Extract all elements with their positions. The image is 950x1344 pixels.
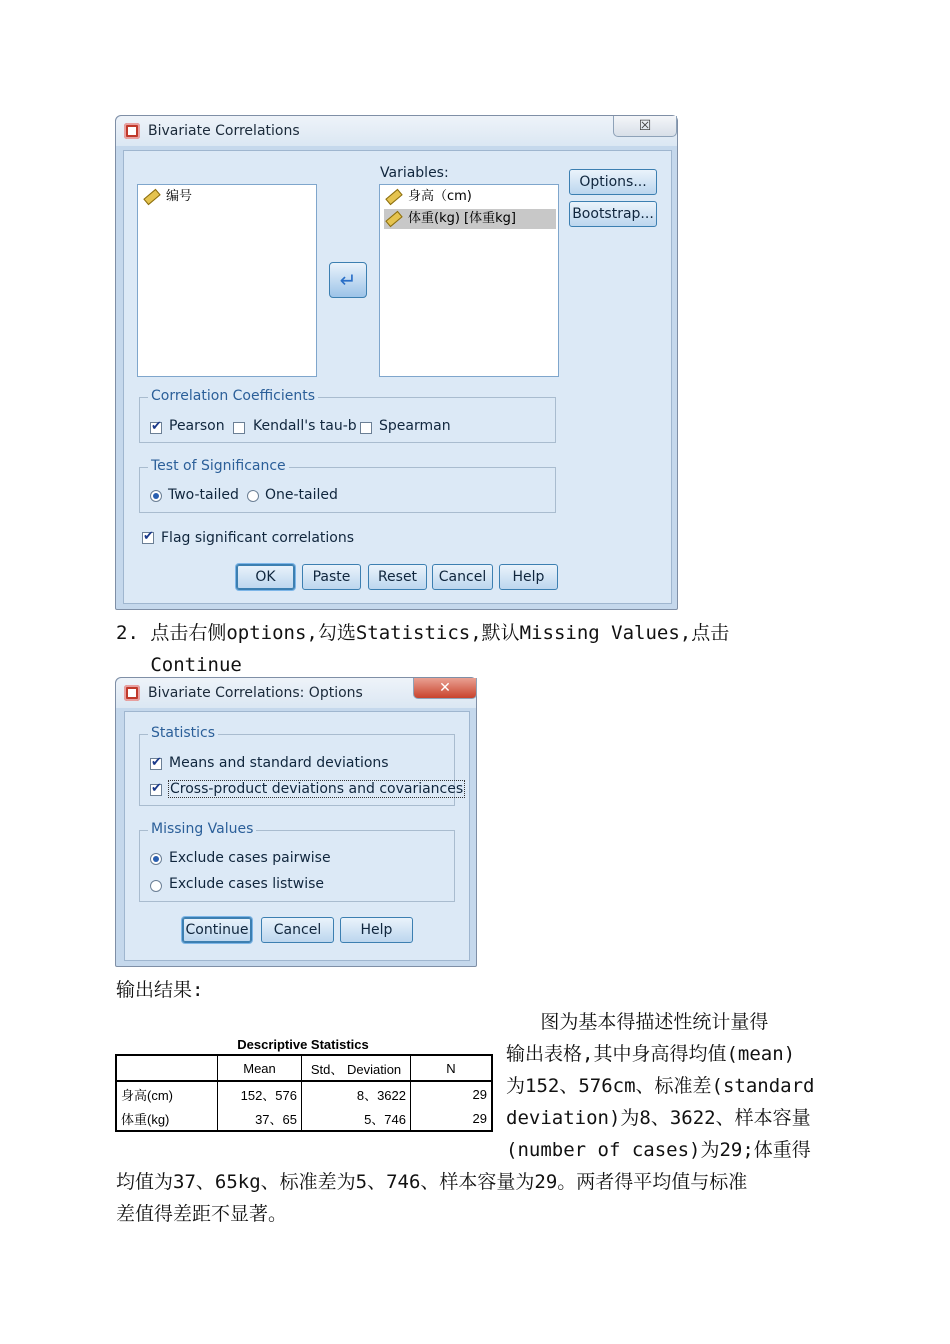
text-line: deviation)为8、3622、样本容量 xyxy=(506,1107,811,1129)
move-variable-button[interactable] xyxy=(329,262,367,298)
table-title: Descriptive Statistics xyxy=(237,1037,369,1052)
table-cell: 152、576 xyxy=(218,1081,302,1106)
dialog-titlebar xyxy=(116,116,677,146)
table-header-row xyxy=(116,1055,492,1081)
group-legend: Test of Significance xyxy=(148,458,289,474)
spearman-label: Spearman xyxy=(379,418,451,434)
dialog-title: Bivariate Correlations xyxy=(148,123,300,139)
ruler-icon xyxy=(143,188,160,204)
cross-product-label: Cross-product deviations and covariances xyxy=(170,781,464,797)
row-label: 体重(kg) xyxy=(116,1106,218,1131)
list-item[interactable] xyxy=(144,187,192,207)
list-item-selected[interactable] xyxy=(384,209,556,229)
group-legend: Statistics xyxy=(148,725,218,741)
continue-button[interactable]: Continue xyxy=(182,917,252,943)
descriptive-statistics-table xyxy=(115,1054,493,1132)
step-2-line-1: 2. 点击右侧options,勾选Statistics,默认Missing Values,点击 xyxy=(116,622,730,644)
listwise-radio[interactable] xyxy=(150,880,162,892)
pearson-label: Pearson xyxy=(169,418,225,434)
row-label: 身高(cm) xyxy=(116,1081,218,1106)
pairwise-radio[interactable] xyxy=(150,853,162,865)
cancel-button[interactable]: Cancel xyxy=(432,564,493,590)
kendall-label: Kendall's tau-b xyxy=(253,418,357,434)
header-cell: Mean xyxy=(218,1055,302,1081)
table-cell: 29 xyxy=(472,1110,487,1126)
correlation-coefficients-group xyxy=(139,388,556,443)
missing-values-group xyxy=(139,821,455,902)
table-cell: 8、3622 xyxy=(302,1081,411,1106)
source-variable-list[interactable] xyxy=(137,184,317,377)
table-cell: 37、65 xyxy=(218,1106,302,1131)
close-icon[interactable]: ✕ xyxy=(413,678,477,699)
description-paragraph-right xyxy=(506,1006,814,1166)
description-paragraph-bottom xyxy=(116,1166,747,1230)
header-cell xyxy=(116,1055,218,1081)
dialog-body xyxy=(124,711,470,961)
group-legend: Missing Values xyxy=(148,821,256,837)
list-item-label: 编号 xyxy=(166,189,193,204)
text-line: (number of cases)为29;体重得 xyxy=(506,1139,811,1161)
means-sd-checkbox[interactable] xyxy=(150,758,162,770)
statistics-group xyxy=(139,725,464,806)
text-line: 差值得差距不显著。 xyxy=(116,1203,288,1225)
list-item-label: 体重(kg) [体重kg] xyxy=(408,211,516,226)
bootstrap-button[interactable]: Bootstrap... xyxy=(569,201,657,227)
means-sd-label: Means and standard deviations xyxy=(169,755,389,771)
table-cell: 29 xyxy=(472,1086,487,1102)
test-of-significance-group xyxy=(139,458,556,513)
kendall-checkbox[interactable] xyxy=(233,422,245,434)
variables-label: Variables: xyxy=(380,165,449,181)
dialog-title: Bivariate Correlations: Options xyxy=(148,685,363,701)
one-tailed-radio[interactable] xyxy=(247,490,259,502)
table-row xyxy=(116,1081,492,1106)
reset-button[interactable]: Reset xyxy=(368,564,427,590)
list-item[interactable] xyxy=(386,187,472,207)
two-tailed-radio[interactable] xyxy=(150,490,162,502)
flag-significant-checkbox[interactable] xyxy=(142,532,154,544)
help-button[interactable]: Help xyxy=(340,917,413,943)
flag-significant-label: Flag significant correlations xyxy=(161,530,355,546)
output-label: 输出结果: xyxy=(116,979,204,1001)
table-cell: 5、746 xyxy=(302,1106,411,1131)
ok-button[interactable]: OK xyxy=(236,564,295,590)
one-tailed-label: One-tailed xyxy=(265,487,338,503)
header-cell: N xyxy=(446,1060,456,1076)
pearson-checkbox[interactable] xyxy=(150,422,162,434)
group-legend: Correlation Coefficients xyxy=(148,388,318,404)
listwise-label: Exclude cases listwise xyxy=(169,876,325,892)
spss-app-icon xyxy=(124,123,140,139)
dialog-body xyxy=(123,150,672,604)
text-line: 为152、576cm、标准差(standard xyxy=(506,1075,815,1097)
list-item-label: 身高（cm) xyxy=(408,189,472,204)
step-2-instruction xyxy=(116,617,729,681)
text-line: 输出表格,其中身高得均值(mean) xyxy=(506,1043,796,1065)
spss-app-icon xyxy=(124,685,140,701)
dialog-titlebar xyxy=(116,678,476,708)
options-dialog xyxy=(115,677,477,967)
pairwise-label: Exclude cases pairwise xyxy=(169,850,331,866)
variables-list[interactable] xyxy=(379,184,559,377)
arrow-left-icon: ↵ xyxy=(339,268,357,292)
table-row xyxy=(116,1106,492,1131)
two-tailed-label: Two-tailed xyxy=(168,487,239,503)
header-cell: Std、 Deviation xyxy=(302,1055,411,1081)
ruler-icon xyxy=(385,188,402,204)
paste-button[interactable]: Paste xyxy=(302,564,361,590)
cross-product-checkbox[interactable] xyxy=(150,784,162,796)
step-2-line-2: Continue xyxy=(116,654,242,676)
cancel-button[interactable]: Cancel xyxy=(261,917,334,943)
ruler-icon xyxy=(385,210,402,226)
spearman-checkbox[interactable] xyxy=(360,422,372,434)
options-button[interactable]: Options... xyxy=(569,169,657,195)
text-line: 图为基本得描述性统计量得 xyxy=(506,1011,769,1033)
help-button[interactable]: Help xyxy=(499,564,558,590)
close-icon[interactable]: ☒ xyxy=(613,116,677,137)
bivariate-correlations-dialog xyxy=(115,115,678,610)
text-line: 均值为37、65kg、标准差为5、746、样本容量为29。两者得平均值与标准 xyxy=(116,1171,748,1193)
